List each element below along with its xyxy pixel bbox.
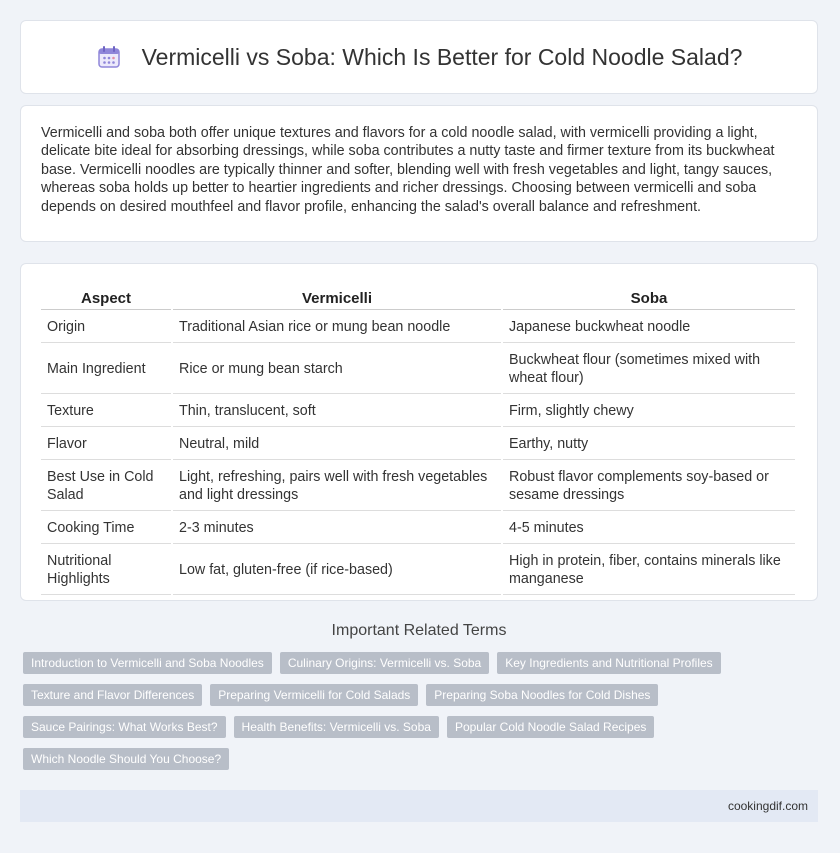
row-vermicelli: Traditional Asian rice or mung bean noodle [173,312,501,343]
intro-card [20,105,818,242]
related-tags [20,652,818,770]
row-soba: 4-5 minutes [503,513,795,544]
intro-text: Vermicelli and soba both offer unique textures and flavors for a cold noodle salad, with vermicelli providing a light, delicate bite ideal for absorbing dressings, while soba contributes a nutty taste and firmer texture from its buckwheat base. Vermicelli noodles are typically thinner and softer, blending well with fresh vegetables and light, tangy sauces, whereas soba holds up better to heartier ingredients and richer dressings. Choosing between vermicelli and soba depends on desired mouthfeel and flavor profile, enhancing the salad's overall balance and refreshment. [41,125,775,215]
row-soba: Japanese buckwheat noodle [503,312,795,343]
row-aspect: Best Use in Cold Salad [41,462,171,511]
page-title [96,44,743,71]
row-soba: Robust flavor complements soy-based or sesame dressings [503,462,795,511]
row-aspect: Origin [41,312,171,343]
table-row [41,513,795,544]
row-vermicelli: Light, refreshing, pairs well with fresh vegetables and light dressings [173,462,501,511]
related-tag[interactable]: Preparing Soba Noodles for Cold Dishes [426,684,658,706]
table-row [41,312,795,343]
related-tag[interactable]: Preparing Vermicelli for Cold Salads [210,684,418,706]
row-soba: Buckwheat flour (sometimes mixed with wheat flour) [503,345,795,394]
row-aspect: Nutritional Highlights [41,546,171,595]
row-vermicelli: Rice or mung bean starch [173,345,501,394]
table-row [41,345,795,394]
table-row [41,546,795,595]
row-vermicelli: Low fat, gluten-free (if rice-based) [173,546,501,595]
related-tag[interactable]: Popular Cold Noodle Salad Recipes [447,716,654,738]
row-vermicelli: Neutral, mild [173,429,501,460]
row-soba: Firm, slightly chewy [503,396,795,427]
related-tag[interactable]: Texture and Flavor Differences [23,684,202,706]
row-vermicelli: 2-3 minutes [173,513,501,544]
header-vermicelli: Vermicelli [173,284,501,310]
table-header-row [41,284,795,310]
row-aspect: Main Ingredient [41,345,171,394]
footer-site-link[interactable]: cookingdif.com [727,799,808,813]
row-vermicelli: Thin, translucent, soft [173,396,501,427]
table-row [41,462,795,511]
header-aspect: Aspect [41,284,171,310]
table-row [41,396,795,427]
row-soba: High in protein, fiber, contains minerals like manganese [503,546,795,595]
table-row [41,429,795,460]
row-aspect: Cooking Time [41,513,171,544]
related-terms-section [20,622,818,770]
related-tag[interactable]: Health Benefits: Vermicelli vs. Soba [234,716,439,738]
header-soba: Soba [503,284,795,310]
comparison-table [39,282,797,597]
row-aspect: Flavor [41,429,171,460]
related-tag[interactable]: Key Ingredients and Nutritional Profiles [497,652,720,674]
related-terms-heading: Important Related Terms [331,622,507,639]
page-title-text: Vermicelli vs Soba: Which Is Better for Cold Noodle Salad? [141,43,743,70]
footer [20,790,818,822]
calendar-icon [96,44,122,70]
row-aspect: Texture [41,396,171,427]
title-card [20,20,818,94]
related-tag[interactable]: Which Noodle Should You Choose? [23,748,229,770]
comparison-card [20,263,818,601]
row-soba: Earthy, nutty [503,429,795,460]
related-tag[interactable]: Culinary Origins: Vermicelli vs. Soba [280,652,489,674]
related-tag[interactable]: Sauce Pairings: What Works Best? [23,716,226,738]
related-tag[interactable]: Introduction to Vermicelli and Soba Noodles [23,652,272,674]
